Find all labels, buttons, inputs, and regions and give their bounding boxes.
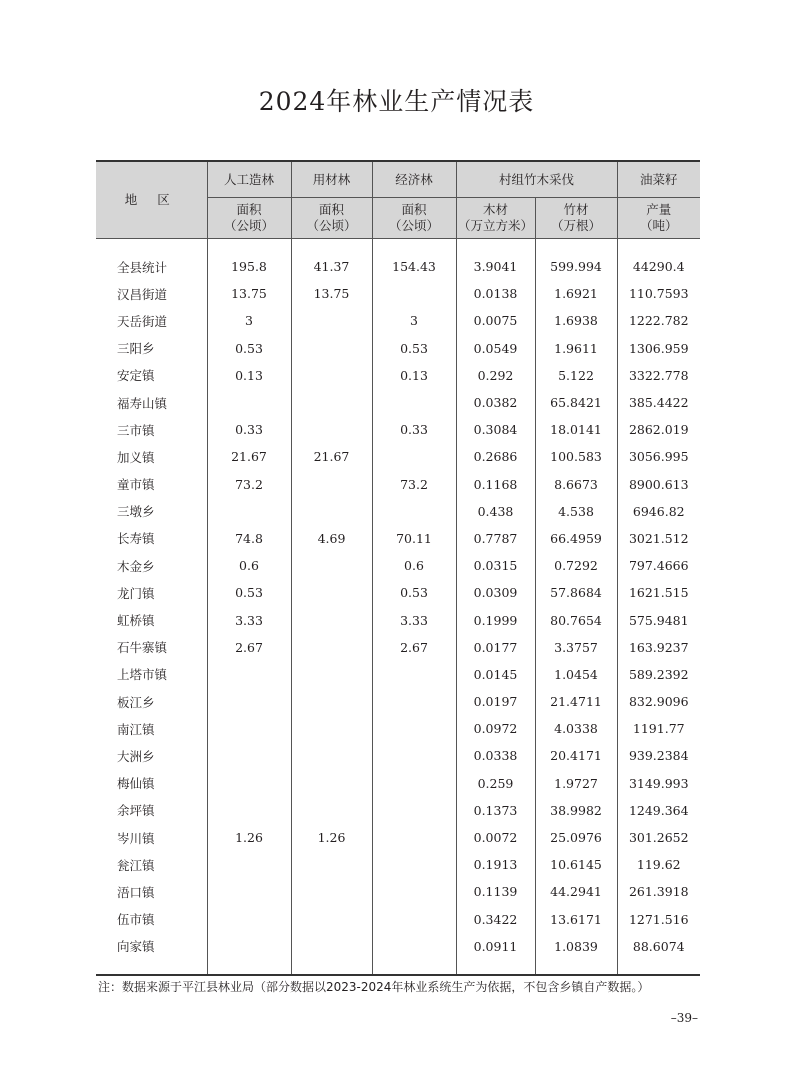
cell-wood-volume: 0.1139 xyxy=(456,878,535,905)
cell-economic-area: 3 xyxy=(372,307,456,334)
table-body xyxy=(96,239,700,975)
cell-bamboo-count: 3.3757 xyxy=(535,634,617,661)
cell-region-name: 汉昌街道 xyxy=(96,280,207,307)
table-row xyxy=(96,742,700,769)
cell-bamboo-count: 65.8421 xyxy=(535,389,617,416)
cell-timber-area xyxy=(291,878,372,905)
cell-wood-volume: 0.0177 xyxy=(456,634,535,661)
cell-afforestation-area: 21.67 xyxy=(207,443,291,470)
cell-rapeseed-output: 8900.613 xyxy=(617,471,700,498)
cell-afforestation-area xyxy=(207,933,291,975)
cell-rapeseed-output: 88.6074 xyxy=(617,933,700,975)
table-row xyxy=(96,797,700,824)
cell-bamboo-count: 13.6171 xyxy=(535,906,617,933)
sub-header-unit: （公顷） xyxy=(388,218,439,233)
cell-wood-volume: 0.0911 xyxy=(456,933,535,975)
cell-economic-area: 0.33 xyxy=(372,416,456,443)
sub-header-wood xyxy=(456,198,535,239)
table-row xyxy=(96,335,700,362)
cell-economic-area xyxy=(372,742,456,769)
table-row xyxy=(96,280,700,307)
sub-header-rapeseed-output xyxy=(617,198,700,239)
cell-region-name: 安定镇 xyxy=(96,362,207,389)
table-row xyxy=(96,661,700,688)
table-row xyxy=(96,307,700,334)
cell-wood-volume: 0.1373 xyxy=(456,797,535,824)
table-row xyxy=(96,498,700,525)
cell-afforestation-area xyxy=(207,389,291,416)
table-row xyxy=(96,525,700,552)
cell-timber-area xyxy=(291,906,372,933)
cell-rapeseed-output: 1222.782 xyxy=(617,307,700,334)
table-row xyxy=(96,552,700,579)
page-number: –39– xyxy=(670,1011,698,1025)
cell-bamboo-count: 20.4171 xyxy=(535,742,617,769)
cell-afforestation-area: 0.13 xyxy=(207,362,291,389)
cell-region-name: 岑川镇 xyxy=(96,824,207,851)
sub-header-unit: （万根） xyxy=(551,218,602,233)
cell-region-name: 石牛寨镇 xyxy=(96,634,207,661)
cell-rapeseed-output: 3322.778 xyxy=(617,362,700,389)
cell-afforestation-area xyxy=(207,851,291,878)
header-bamboo-timber-harvest: 村组竹木采伐 xyxy=(456,161,617,198)
cell-region-name: 龙门镇 xyxy=(96,579,207,606)
cell-rapeseed-output: 3149.993 xyxy=(617,770,700,797)
cell-timber-area xyxy=(291,498,372,525)
cell-bamboo-count: 57.8684 xyxy=(535,579,617,606)
cell-rapeseed-output: 1249.364 xyxy=(617,797,700,824)
cell-timber-area: 4.69 xyxy=(291,525,372,552)
cell-timber-area xyxy=(291,471,372,498)
cell-wood-volume: 0.292 xyxy=(456,362,535,389)
cell-rapeseed-output: 939.2384 xyxy=(617,742,700,769)
cell-bamboo-count: 25.0976 xyxy=(535,824,617,851)
cell-wood-volume: 0.0382 xyxy=(456,389,535,416)
sub-header-label: 面积 xyxy=(236,202,262,217)
cell-rapeseed-output: 575.9481 xyxy=(617,606,700,633)
cell-afforestation-area: 3 xyxy=(207,307,291,334)
cell-timber-area xyxy=(291,606,372,633)
cell-region-name: 三墩乡 xyxy=(96,498,207,525)
sub-header-label: 产量 xyxy=(646,202,672,217)
cell-rapeseed-output: 589.2392 xyxy=(617,661,700,688)
cell-afforestation-area xyxy=(207,906,291,933)
cell-wood-volume: 0.259 xyxy=(456,770,535,797)
cell-afforestation-area: 74.8 xyxy=(207,525,291,552)
cell-economic-area xyxy=(372,661,456,688)
cell-timber-area: 1.26 xyxy=(291,824,372,851)
cell-rapeseed-output: 6946.82 xyxy=(617,498,700,525)
cell-region-name: 余坪镇 xyxy=(96,797,207,824)
cell-wood-volume: 0.0197 xyxy=(456,688,535,715)
cell-rapeseed-output: 797.4666 xyxy=(617,552,700,579)
cell-region-name: 加义镇 xyxy=(96,443,207,470)
cell-bamboo-count: 1.6921 xyxy=(535,280,617,307)
table-header xyxy=(96,161,700,239)
cell-rapeseed-output: 2862.019 xyxy=(617,416,700,443)
cell-wood-volume: 0.0309 xyxy=(456,579,535,606)
cell-afforestation-area: 0.53 xyxy=(207,579,291,606)
cell-region-name: 虹桥镇 xyxy=(96,606,207,633)
cell-rapeseed-output: 301.2652 xyxy=(617,824,700,851)
cell-afforestation-area: 0.6 xyxy=(207,552,291,579)
cell-bamboo-count: 1.0839 xyxy=(535,933,617,975)
cell-rapeseed-output: 261.3918 xyxy=(617,878,700,905)
cell-afforestation-area xyxy=(207,498,291,525)
cell-afforestation-area: 0.53 xyxy=(207,335,291,362)
cell-rapeseed-output: 119.62 xyxy=(617,851,700,878)
cell-bamboo-count: 44.2941 xyxy=(535,878,617,905)
cell-wood-volume: 0.0972 xyxy=(456,715,535,742)
cell-rapeseed-output: 385.4422 xyxy=(617,389,700,416)
sub-header-label: 面积 xyxy=(401,202,427,217)
cell-wood-volume: 0.1913 xyxy=(456,851,535,878)
table-row xyxy=(96,416,700,443)
cell-bamboo-count: 10.6145 xyxy=(535,851,617,878)
table-row xyxy=(96,606,700,633)
cell-economic-area xyxy=(372,443,456,470)
sub-header-unit: （公顷） xyxy=(223,218,274,233)
footnote: 注：数据来源于平江县林业局（部分数据以2023-2024年林业系统生产为依据，不包含乡镇自产数据。） xyxy=(98,980,650,994)
cell-wood-volume: 0.1168 xyxy=(456,471,535,498)
cell-bamboo-count: 0.7292 xyxy=(535,552,617,579)
cell-economic-area xyxy=(372,498,456,525)
cell-bamboo-count: 1.0454 xyxy=(535,661,617,688)
table-row xyxy=(96,851,700,878)
cell-bamboo-count: 4.538 xyxy=(535,498,617,525)
cell-rapeseed-output: 3021.512 xyxy=(617,525,700,552)
cell-wood-volume: 0.0138 xyxy=(456,280,535,307)
table-row xyxy=(96,443,700,470)
cell-bamboo-count: 1.9611 xyxy=(535,335,617,362)
header-region: 地 区 xyxy=(96,161,207,239)
cell-region-name: 南江镇 xyxy=(96,715,207,742)
cell-wood-volume: 0.7787 xyxy=(456,525,535,552)
sub-header-unit: （万立方米） xyxy=(457,218,533,233)
cell-economic-area: 0.6 xyxy=(372,552,456,579)
forestry-production-table xyxy=(96,160,700,976)
table-row xyxy=(96,579,700,606)
cell-region-name: 全县统计 xyxy=(96,239,207,281)
header-timber-forest: 用材林 xyxy=(291,161,372,198)
cell-afforestation-area xyxy=(207,715,291,742)
table-row xyxy=(96,389,700,416)
cell-economic-area xyxy=(372,851,456,878)
cell-afforestation-area: 13.75 xyxy=(207,280,291,307)
sub-header-economic-area xyxy=(372,198,456,239)
cell-bamboo-count: 8.6673 xyxy=(535,471,617,498)
cell-rapeseed-output: 1621.515 xyxy=(617,579,700,606)
cell-economic-area: 0.53 xyxy=(372,579,456,606)
cell-economic-area: 73.2 xyxy=(372,471,456,498)
cell-rapeseed-output: 832.9096 xyxy=(617,688,700,715)
cell-region-name: 天岳街道 xyxy=(96,307,207,334)
cell-timber-area xyxy=(291,634,372,661)
cell-timber-area xyxy=(291,389,372,416)
cell-bamboo-count: 1.9727 xyxy=(535,770,617,797)
cell-region-name: 福寿山镇 xyxy=(96,389,207,416)
cell-wood-volume: 0.3422 xyxy=(456,906,535,933)
cell-wood-volume: 0.0075 xyxy=(456,307,535,334)
cell-timber-area xyxy=(291,688,372,715)
table-row xyxy=(96,688,700,715)
cell-timber-area xyxy=(291,770,372,797)
cell-timber-area xyxy=(291,307,372,334)
cell-region-name: 瓮江镇 xyxy=(96,851,207,878)
cell-economic-area xyxy=(372,933,456,975)
cell-region-name: 伍市镇 xyxy=(96,906,207,933)
cell-rapeseed-output: 44290.4 xyxy=(617,239,700,281)
cell-afforestation-area xyxy=(207,661,291,688)
cell-afforestation-area: 73.2 xyxy=(207,471,291,498)
cell-region-name: 浯口镇 xyxy=(96,878,207,905)
cell-rapeseed-output: 1191.77 xyxy=(617,715,700,742)
cell-economic-area: 70.11 xyxy=(372,525,456,552)
cell-wood-volume: 0.0145 xyxy=(456,661,535,688)
cell-wood-volume: 0.2686 xyxy=(456,443,535,470)
cell-afforestation-area: 3.33 xyxy=(207,606,291,633)
table-row xyxy=(96,770,700,797)
cell-timber-area xyxy=(291,851,372,878)
cell-bamboo-count: 38.9982 xyxy=(535,797,617,824)
header-artificial-afforestation: 人工造林 xyxy=(207,161,291,198)
cell-economic-area: 0.13 xyxy=(372,362,456,389)
cell-economic-area xyxy=(372,824,456,851)
cell-wood-volume: 0.0338 xyxy=(456,742,535,769)
cell-wood-volume: 0.0072 xyxy=(456,824,535,851)
header-rapeseed: 油菜籽 xyxy=(617,161,700,198)
cell-bamboo-count: 18.0141 xyxy=(535,416,617,443)
cell-bamboo-count: 5.122 xyxy=(535,362,617,389)
page-title: 2024年林业生产情况表 xyxy=(258,87,535,116)
cell-rapeseed-output: 163.9237 xyxy=(617,634,700,661)
cell-timber-area xyxy=(291,335,372,362)
cell-region-name: 板江乡 xyxy=(96,688,207,715)
cell-wood-volume: 0.0315 xyxy=(456,552,535,579)
cell-timber-area xyxy=(291,742,372,769)
table-row xyxy=(96,362,700,389)
cell-region-name: 长寿镇 xyxy=(96,525,207,552)
cell-region-name: 向家镇 xyxy=(96,933,207,975)
table-row xyxy=(96,715,700,742)
table-row xyxy=(96,933,700,975)
table-row xyxy=(96,471,700,498)
sub-header-unit: （公顷） xyxy=(306,218,357,233)
cell-economic-area: 0.53 xyxy=(372,335,456,362)
table-row xyxy=(96,634,700,661)
cell-afforestation-area: 1.26 xyxy=(207,824,291,851)
table-row xyxy=(96,906,700,933)
cell-bamboo-count: 4.0338 xyxy=(535,715,617,742)
sub-header-label: 木材 xyxy=(482,202,508,217)
cell-economic-area: 3.33 xyxy=(372,606,456,633)
cell-wood-volume: 3.9041 xyxy=(456,239,535,281)
cell-afforestation-area: 195.8 xyxy=(207,239,291,281)
cell-bamboo-count: 1.6938 xyxy=(535,307,617,334)
sub-header-label: 竹材 xyxy=(563,202,589,217)
table-row xyxy=(96,239,700,281)
cell-afforestation-area xyxy=(207,770,291,797)
sub-header-afforestation-area xyxy=(207,198,291,239)
cell-wood-volume: 0.0549 xyxy=(456,335,535,362)
sub-header-bamboo xyxy=(535,198,617,239)
cell-economic-area: 154.43 xyxy=(372,239,456,281)
cell-timber-area xyxy=(291,552,372,579)
cell-afforestation-area xyxy=(207,878,291,905)
cell-economic-area xyxy=(372,906,456,933)
cell-afforestation-area xyxy=(207,797,291,824)
cell-bamboo-count: 100.583 xyxy=(535,443,617,470)
cell-wood-volume: 0.3084 xyxy=(456,416,535,443)
cell-bamboo-count: 80.7654 xyxy=(535,606,617,633)
cell-region-name: 童市镇 xyxy=(96,471,207,498)
cell-timber-area: 41.37 xyxy=(291,239,372,281)
cell-economic-area: 2.67 xyxy=(372,634,456,661)
cell-afforestation-area: 2.67 xyxy=(207,634,291,661)
cell-region-name: 大洲乡 xyxy=(96,742,207,769)
cell-wood-volume: 0.1999 xyxy=(456,606,535,633)
cell-timber-area xyxy=(291,661,372,688)
cell-economic-area xyxy=(372,715,456,742)
cell-timber-area: 13.75 xyxy=(291,280,372,307)
cell-rapeseed-output: 1306.959 xyxy=(617,335,700,362)
cell-rapeseed-output: 110.7593 xyxy=(617,280,700,307)
cell-rapeseed-output: 3056.995 xyxy=(617,443,700,470)
cell-timber-area xyxy=(291,933,372,975)
cell-wood-volume: 0.438 xyxy=(456,498,535,525)
cell-timber-area xyxy=(291,579,372,606)
cell-economic-area xyxy=(372,797,456,824)
cell-afforestation-area xyxy=(207,688,291,715)
cell-bamboo-count: 66.4959 xyxy=(535,525,617,552)
cell-region-name: 三市镇 xyxy=(96,416,207,443)
cell-economic-area xyxy=(372,688,456,715)
cell-timber-area: 21.67 xyxy=(291,443,372,470)
cell-afforestation-area: 0.33 xyxy=(207,416,291,443)
sub-header-timber-area xyxy=(291,198,372,239)
cell-timber-area xyxy=(291,797,372,824)
table-row xyxy=(96,824,700,851)
cell-bamboo-count: 599.994 xyxy=(535,239,617,281)
cell-rapeseed-output: 1271.516 xyxy=(617,906,700,933)
cell-economic-area xyxy=(372,389,456,416)
cell-region-name: 梅仙镇 xyxy=(96,770,207,797)
cell-region-name: 木金乡 xyxy=(96,552,207,579)
cell-economic-area xyxy=(372,770,456,797)
sub-header-label: 面积 xyxy=(318,202,344,217)
header-economic-forest: 经济林 xyxy=(372,161,456,198)
cell-region-name: 上塔市镇 xyxy=(96,661,207,688)
sub-header-unit: （吨） xyxy=(640,218,678,233)
cell-economic-area xyxy=(372,280,456,307)
cell-timber-area xyxy=(291,362,372,389)
cell-bamboo-count: 21.4711 xyxy=(535,688,617,715)
cell-timber-area xyxy=(291,715,372,742)
cell-region-name: 三阳乡 xyxy=(96,335,207,362)
table-row xyxy=(96,878,700,905)
cell-timber-area xyxy=(291,416,372,443)
cell-economic-area xyxy=(372,878,456,905)
cell-afforestation-area xyxy=(207,742,291,769)
